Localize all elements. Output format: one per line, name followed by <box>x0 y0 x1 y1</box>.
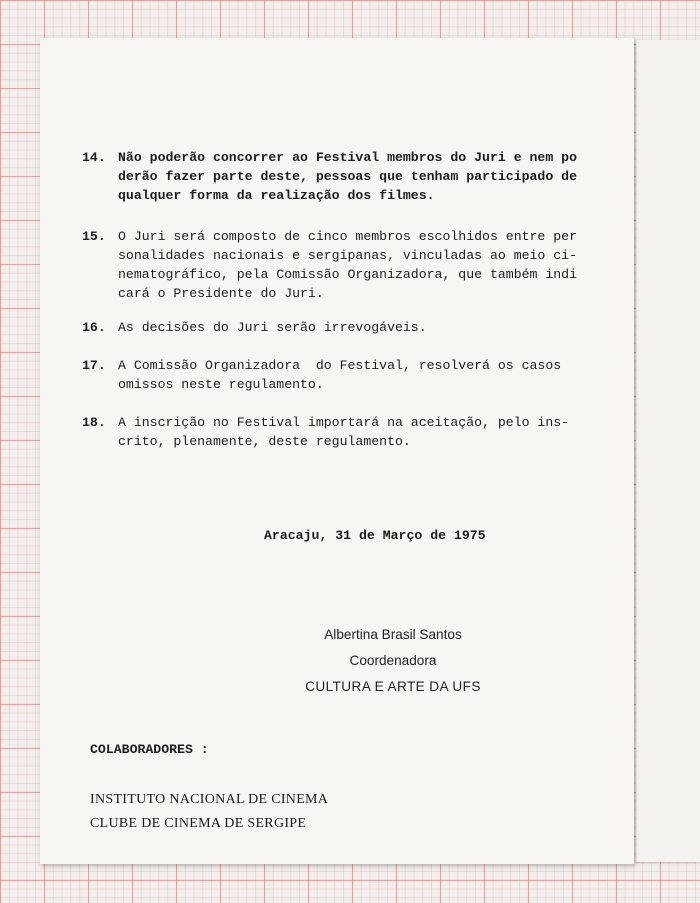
clause-line: Não poderão concorrer ao Festival membros do Juri e nem po <box>118 150 577 165</box>
clause-line: A Comissão Organizadora do Festival, resolverá os casos <box>118 358 562 373</box>
clause-line: qualquer forma da realização dos filmes. <box>118 188 435 203</box>
clause-14 <box>82 148 590 205</box>
clause-number: 18. <box>82 415 106 430</box>
signature-block <box>268 622 518 700</box>
clause-line: crito, plenamente, deste regulamento. <box>118 434 411 449</box>
collaborator-item: INSTITUTO NACIONAL DE CINEMA <box>90 792 329 807</box>
clause-line: cará o Presidente do Juri. <box>118 286 324 301</box>
clause-17 <box>82 356 590 394</box>
clause-number: 14. <box>82 150 106 165</box>
clause-line: derão fazer parte deste, pessoas que tenham participado de <box>118 169 577 184</box>
signatory-organization: CULTURA E ARTE DA UFS <box>305 679 481 694</box>
signatory-name: Albertina Brasil Santos <box>324 627 462 642</box>
back-page-edge <box>636 40 700 862</box>
clause-line: As decisões do Juri serão irrevogáveis. <box>118 320 427 335</box>
date-line: Aracaju, 31 de Março de 1975 <box>264 528 486 543</box>
clause-15 <box>82 227 590 303</box>
collaborator-item: CLUBE DE CINEMA DE SERGIPE <box>90 816 307 831</box>
clause-number: 16. <box>82 320 106 335</box>
collaborators-list <box>90 788 328 836</box>
signatory-role: Coordenadora <box>349 653 437 668</box>
collaborators-heading: COLABORADORES : <box>90 742 209 757</box>
clause-16 <box>82 318 590 337</box>
clause-line: omissos neste regulamento. <box>118 377 324 392</box>
clause-number: 17. <box>82 358 106 373</box>
clause-18 <box>82 413 590 451</box>
clause-line: A inscrição no Festival importará na aceitação, pelo ins- <box>118 415 570 430</box>
clause-line: O Juri será composto de cinco membros escolhidos entre per <box>118 229 577 244</box>
clause-line: nematográfico, pela Comissão Organizadora, que também indi <box>118 267 577 282</box>
clause-number: 15. <box>82 229 106 244</box>
clause-line: sonalidades nacionais e sergipanas, vinculadas ao meio ci- <box>118 248 577 263</box>
